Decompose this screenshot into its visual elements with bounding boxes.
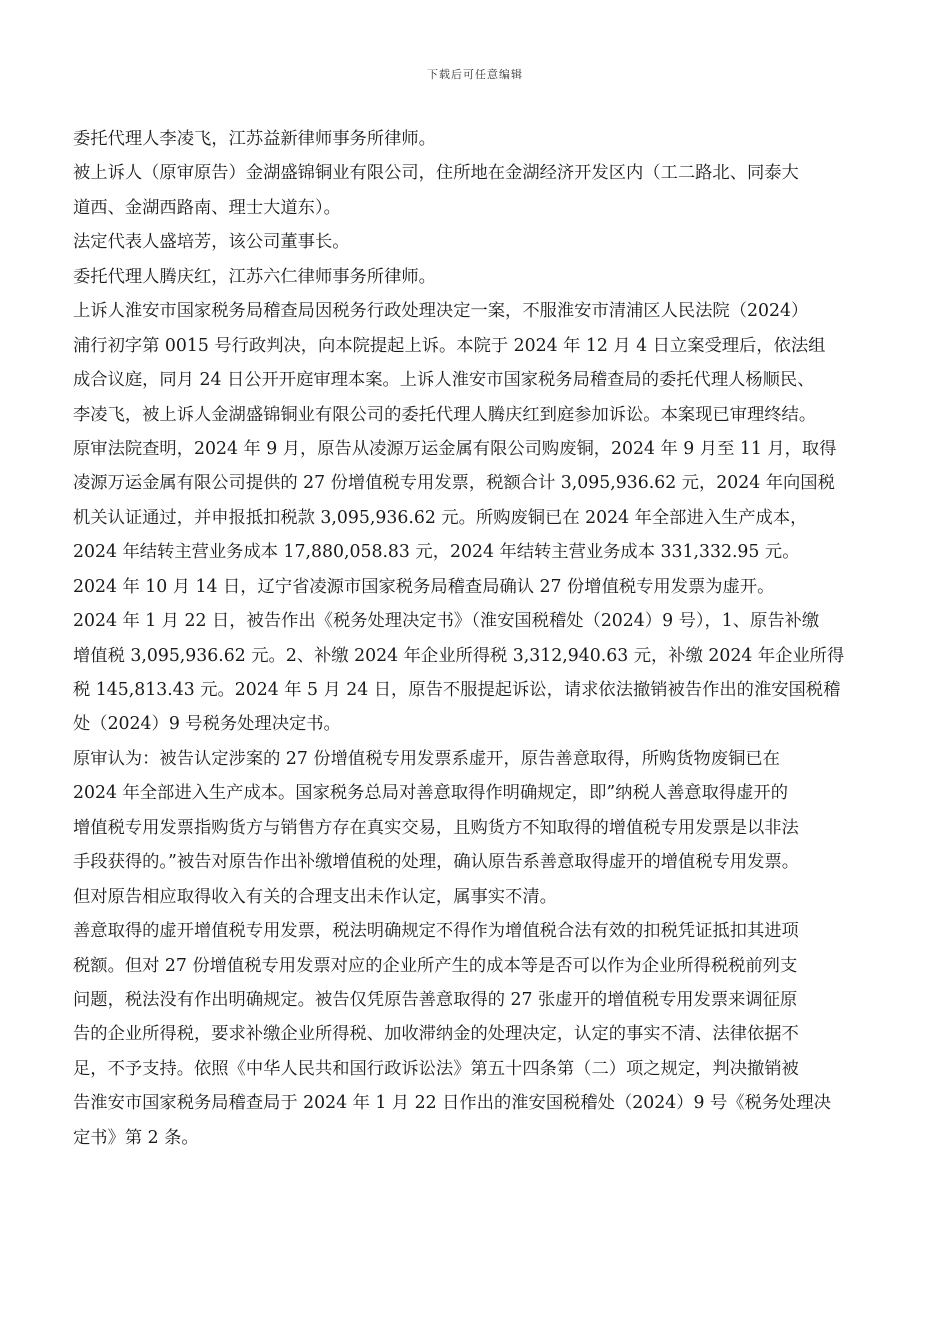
text-line: 成合议庭，同月 24 日公开开庭审理本案。上诉人淮安市国家税务局稽查局的委托代理人杨顺民、 (73, 370, 815, 391)
text-line: 足，不予支持。依照《中华人民共和国行政诉讼法》第五十四条第（二）项之规定，判决撤销被 (73, 1058, 799, 1079)
text-line: 税额。但对 27 份增值税专用发票对应的企业所产生的成本等是否可以作为企业所得税税前列支 (73, 955, 798, 976)
text-line: 定书》第 2 条。 (73, 1127, 199, 1148)
text-line: 问题，税法没有作出明确规定。被告仅凭原告善意取得的 27 张虚开的增值税专用发票来调征原 (73, 989, 798, 1010)
text-line: 凌源万运金属有限公司提供的 27 份增值税专用发票，税额合计 3,095,936.62 元，2024 年向国税 (73, 473, 835, 494)
text-line: 增值税专用发票指购货方与销售方存在真实交易，且购货方不知取得的增值税专用发票是以非法 (73, 817, 799, 838)
text-line: 2024 年全部进入生产成本。国家税务总局对善意取得作明确规定，即”纳税人善意取得虚开的 (73, 783, 788, 804)
text-line: 手段获得的。”被告对原告作出补缴增值税的处理，确认原告系善意取得虚开的增值税专用发票。 (73, 852, 800, 873)
text-line: 浦行初字第 0015 号行政判决，向本院提起上诉。本院于 2024 年 12 月 4 日立案受理后，依法组 (73, 335, 826, 356)
page-header-note: 下载后可任意编辑 (427, 68, 523, 81)
text-line: 增值税 3,095,936.62 元。2、补缴 2024 年企业所得税 3,312,940.63 元，补缴 2024 年企业所得 (73, 645, 845, 666)
text-line: 2024 年 1 月 22 日，被告作出《税务处理决定书》（淮安国税稽处（2024）9 号），1、原告补缴 (73, 611, 820, 632)
text-line: 告淮安市国家税务局稽查局于 2024 年 1 月 22 日作出的淮安国税稽处（2024）9 号《税务处理决 (73, 1093, 831, 1114)
text-line: 道西、金湖西路南、理士大道东）。 (73, 197, 341, 218)
text-line: 委托代理人李凌飞，江苏益新律师事务所律师。 (73, 129, 436, 149)
text-line: 法定代表人盛培芳，该公司董事长。 (73, 232, 350, 253)
text-line: 税 145,813.43 元。2024 年 5 月 24 日，原告不服提起诉讼，请求依法撤销被告作出的淮安国税稽 (73, 680, 841, 700)
text-line: 被上诉人（原审原告）金湖盛锦铜业有限公司，住所地在金湖经济开发区内（工二路北、同泰大 (73, 163, 799, 184)
text-line: 李凌飞，被上诉人金湖盛锦铜业有限公司的委托代理人腾庆红到庭参加诉讼。本案现已审理终结。 (73, 404, 817, 425)
text-line: 2024 年 10 月 14 日，辽宁省凌源市国家税务局稽查局确认 27 份增值税专用发票为虚开。 (73, 576, 775, 597)
text-line: 善意取得的虚开增值税专用发票，税法明确规定不得作为增值税合法有效的扣税凭证抵扣其进项 (73, 921, 799, 942)
text-line: 原审法院查明，2024 年 9 月，原告从凌源万运金属有限公司购废铜，2024 年 9 月至 11 月，取得 (73, 438, 837, 459)
text-line: 2024 年结转主营业务成本 17,880,058.83 元，2024 年结转主营业务成本 331,332.95 元。 (73, 542, 800, 563)
text-line: 但对原告相应取得收入有关的合理支出未作认定，属事实不清。 (73, 886, 557, 907)
document-body (73, 122, 885, 1155)
text-line: 告的企业所得税，要求补缴企业所得税、加收滞纳金的处理决定，认定的事实不清、法律依据不 (73, 1024, 799, 1045)
text-line: 处（2024）9 号税务处理决定书。 (73, 714, 341, 735)
text-line: 机关认证通过，并申报抵扣税款 3,095,936.62 元。所购废铜已在 2024 年全部进入生产成本， (73, 507, 808, 528)
text-line: 上诉人淮安市国家税务局稽查局因税务行政处理决定一案，不服淮安市清浦区人民法院（2024） (73, 301, 809, 322)
text-line: 原审认为：被告认定涉案的 27 份增值税专用发票系虚开，原告善意取得，所购货物废铜已在 (73, 748, 780, 769)
text-line: 委托代理人腾庆红，江苏六仁律师事务所律师。 (73, 266, 436, 287)
